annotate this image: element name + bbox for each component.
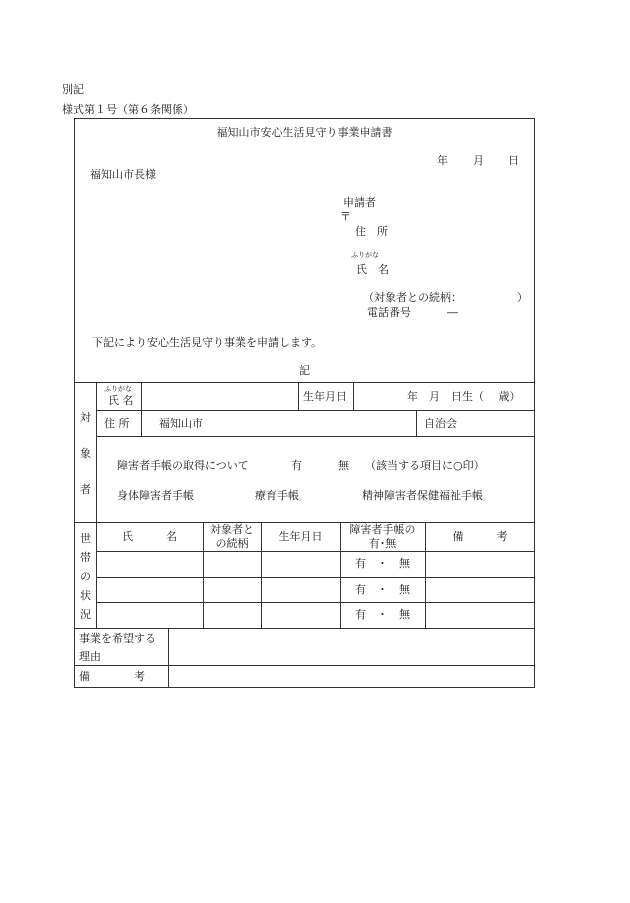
- date-day: 日: [508, 154, 519, 167]
- handbook-question: 障害者手帳の取得について: [117, 459, 249, 472]
- remarks-label: 備 考: [79, 670, 145, 683]
- handbook-physical: 身体障害者手帳: [117, 489, 194, 502]
- applicant-furigana: ふりがな: [351, 251, 379, 259]
- side-column-line: [96, 382, 97, 628]
- addressee: 福知山市長様: [90, 168, 156, 181]
- household-row-1-handbook: 有 ・ 無: [355, 557, 410, 570]
- circle-note: （該当する項目に○印）: [365, 459, 485, 472]
- phone-label: 電話番号: [367, 306, 411, 319]
- cell-divider: [416, 410, 417, 436]
- col-handbook-header-2: 有･無: [368, 537, 397, 550]
- household-side-char-4: 状: [80, 589, 91, 602]
- subject-address-value: 福知山市: [159, 417, 203, 430]
- household-top-line: [74, 522, 535, 523]
- reason-top-line: [74, 628, 535, 629]
- subject-side-char-2: 象: [80, 447, 91, 460]
- reason-label-1: 事業を希望する: [79, 632, 156, 645]
- handbook-yes: 有: [291, 459, 302, 472]
- cell-divider: [298, 382, 299, 410]
- household-side-char-2: 帯: [80, 551, 91, 564]
- date-year: 年: [437, 154, 448, 167]
- col-relation-header-2: の続柄: [215, 537, 249, 550]
- postal-mark: 〒: [340, 210, 351, 223]
- reason-label-2: 理由: [79, 650, 101, 663]
- col-handbook-header-1: 障害者手帳の: [349, 523, 416, 536]
- cell-divider: [353, 382, 354, 410]
- household-side-char-3: の: [80, 570, 91, 583]
- household-row-2-handbook: 有 ・ 無: [355, 583, 410, 596]
- subject-row-line-2: [96, 436, 535, 437]
- subject-council-label: 自治会: [424, 417, 457, 430]
- table-top-line: [74, 382, 535, 383]
- subject-row-line-1: [96, 410, 535, 411]
- household-side-char-1: 世: [80, 532, 91, 545]
- phone-dash: ―: [447, 306, 458, 319]
- subject-furigana: ふりがな: [104, 385, 132, 393]
- applicant-address-label: 住 所: [355, 225, 388, 238]
- annex-label: 別記: [62, 83, 84, 96]
- household-header-line: [96, 551, 535, 552]
- col-name-header: 氏 名: [122, 530, 177, 543]
- subject-address-label: 住 所: [104, 417, 130, 430]
- cell-divider: [168, 628, 169, 688]
- remarks-top-line: [74, 665, 535, 666]
- household-row-line-2: [96, 602, 535, 603]
- statement: 下記により安心生活見守り事業を申請します。: [92, 336, 323, 349]
- subject-side-char-3: 者: [80, 483, 91, 496]
- ki-marker: 記: [299, 364, 310, 377]
- handbook-no: 無: [338, 459, 349, 472]
- handbook-mental: 精神障害者保健福祉手帳: [362, 489, 483, 502]
- col-relation-header-1: 対象者と: [210, 523, 254, 536]
- household-side-char-5: 況: [80, 608, 91, 621]
- applicant-heading: 申請者: [343, 196, 376, 209]
- date-month: 月: [473, 154, 484, 167]
- cell-divider: [141, 410, 142, 436]
- relation-open: （対象者との続柄：: [363, 291, 462, 304]
- form-title: 福知山市安心生活見守り事業申請書: [216, 126, 393, 139]
- handbook-ryoiku: 療育手帳: [255, 489, 299, 502]
- household-row-line-1: [96, 577, 535, 578]
- relation-close: ）: [517, 291, 528, 304]
- subject-birth-label: 生年月日: [303, 390, 347, 403]
- subject-birth-value: 年 月 日生（ 歳）: [407, 390, 521, 403]
- subject-side-char-1: 対: [80, 411, 91, 424]
- col-birth-header: 生年月日: [278, 530, 323, 543]
- household-row-3-handbook: 有 ・ 無: [355, 608, 410, 621]
- cell-divider: [141, 382, 142, 410]
- col-remarks-header: 備 考: [452, 530, 508, 543]
- applicant-name-label: 氏 名: [356, 263, 389, 276]
- form-number: 様式第１号（第６条関係）: [62, 103, 194, 116]
- subject-name-label: 氏 名: [108, 394, 134, 407]
